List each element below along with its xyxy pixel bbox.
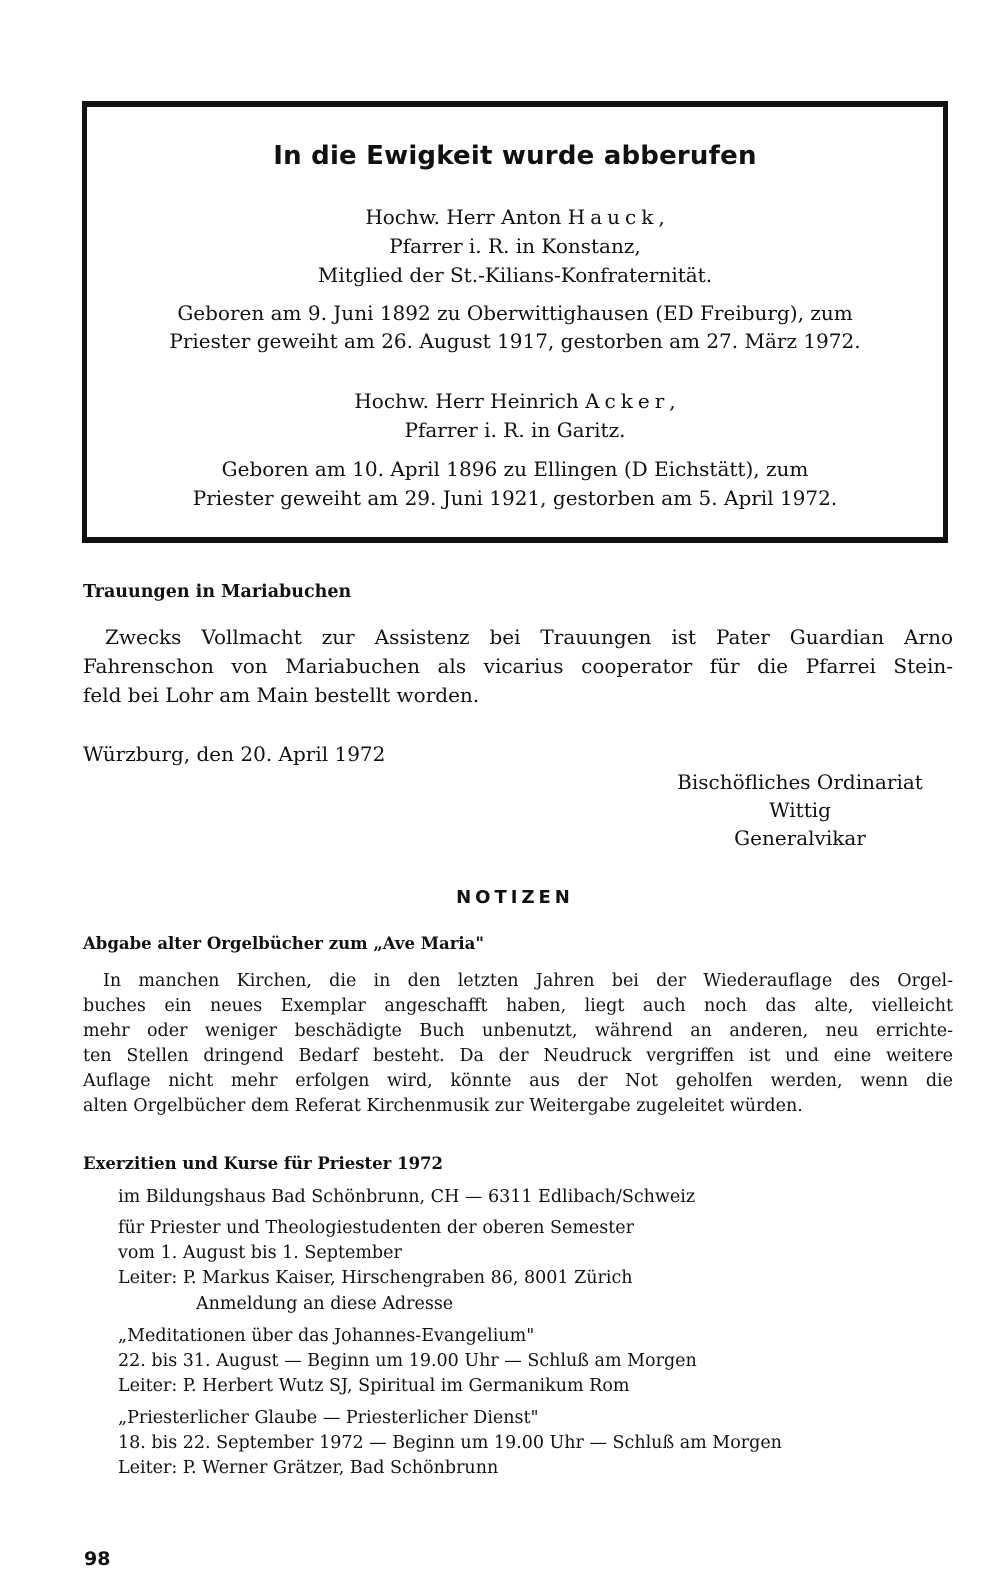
obituary-person1-bio-line2: Priester geweiht am 26. August 1917, gestorben am 27. März 1972.: [169, 329, 861, 353]
trauungen-line-2: Fahrenschon von Mariabuchen als vicarius cooperator für die Pfarrei Stein-: [83, 654, 953, 678]
exerzitien-heading: Exerzitien und Kurse für Priester 1972: [83, 1154, 444, 1173]
obituary-title: In die Ewigkeit wurde abberufen: [273, 141, 757, 171]
obituary-person1-bio-line1: Geboren am 9. Juni 1892 zu Oberwittighausen (ED Freiburg), zum: [177, 301, 853, 325]
person2-surname: Acker: [585, 389, 670, 413]
signature-title: Generalvikar: [734, 826, 866, 850]
signature-office: Bischöfliches Ordinariat: [677, 770, 923, 794]
obituary-person1-membership: Mitglied der St.-Kilians-Konfraternität.: [317, 263, 713, 287]
trauungen-line-3: feld bei Lohr am Main bestellt worden.: [83, 683, 480, 707]
signature-name: Wittig: [769, 798, 831, 822]
person1-surname: Hauck: [567, 205, 659, 229]
obituary-person2-bio-line1: Geboren am 10. April 1896 zu Ellingen (D Eichstätt), zum: [221, 457, 809, 481]
person1-suffix: ,: [658, 205, 665, 229]
obituary-person2-name: [87, 389, 943, 413]
orgel-line-1: In manchen Kirchen, die in den letzten Jahren bei der Wiederauflage des Orgel-: [103, 971, 953, 991]
orgel-line-2: buches ein neues Exemplar angeschafft haben, liegt auch noch das alte, vielleicht: [83, 996, 953, 1016]
obituary-person2-role: Pfarrer i. R. in Garitz.: [404, 418, 626, 442]
course1-leader: P. Markus Kaiser, Hirschengraben 86, 8001 Zürich: [182, 1268, 633, 1288]
course1-leader-label: Leiter:: [118, 1268, 178, 1288]
place-date: Würzburg, den 20. April 1972: [83, 742, 386, 766]
exerzitien-location: im Bildungshaus Bad Schönbrunn, CH — 6311 Edlibach/Schweiz: [118, 1187, 696, 1207]
orgel-line-6: alten Orgelbücher dem Referat Kirchenmusik zur Weitergabe zugeleitet würden.: [83, 1096, 803, 1116]
course2-date: 22. bis 31. August — Beginn um 19.00 Uhr — Schluß am Morgen: [118, 1351, 697, 1371]
obituary-person1-role: Pfarrer i. R. in Konstanz,: [389, 234, 641, 258]
course1-title: für Priester und Theologiestudenten der oberen Semester: [118, 1218, 635, 1238]
course1-date: vom 1. August bis 1. September: [118, 1243, 402, 1263]
person2-suffix: ,: [669, 389, 676, 413]
course2-title: „Meditationen über das Johannes-Evangelium": [118, 1326, 535, 1346]
orgel-line-4: ten Stellen dringend Bedarf besteht. Da der Neudruck vergriffen ist und eine weitere: [83, 1046, 953, 1066]
orgel-heading: Abgabe alter Orgelbücher zum „Ave Maria": [83, 934, 484, 953]
course1-leader-row: [118, 1268, 633, 1288]
course3-date: 18. bis 22. September 1972 — Beginn um 19.00 Uhr — Schluß am Morgen: [118, 1433, 782, 1453]
person2-prefix: Hochw. Herr Heinrich: [354, 389, 579, 413]
page-number: 98: [84, 1548, 111, 1570]
obituary-box: [82, 101, 948, 543]
orgel-line-5: Auflage nicht mehr erfolgen wird, könnte aus der Not geholfen werden, wenn die: [83, 1071, 953, 1091]
notizen-heading: NOTIZEN: [456, 887, 574, 908]
trauungen-line-1: Zwecks Vollmacht zur Assistenz bei Trauungen ist Pater Guardian Arno: [105, 625, 953, 649]
trauungen-heading: Trauungen in Mariabuchen: [83, 582, 352, 602]
person1-prefix: Hochw. Herr Anton: [365, 205, 562, 229]
obituary-person2-bio-line2: Priester geweiht am 29. Juni 1921, gestorben am 5. April 1972.: [192, 486, 838, 510]
course2-leader: Leiter: P. Herbert Wutz SJ, Spiritual im Germanikum Rom: [118, 1376, 630, 1396]
course3-leader: Leiter: P. Werner Grätzer, Bad Schönbrunn: [118, 1458, 499, 1478]
obituary-person1-name: [87, 205, 943, 229]
course1-note: Anmeldung an diese Adresse: [196, 1294, 454, 1314]
orgel-line-3: mehr oder weniger beschädigte Buch unbenutzt, während an anderen, neu errichte-: [83, 1021, 953, 1041]
course3-title: „Priesterlicher Glaube — Priesterlicher Dienst": [118, 1408, 539, 1428]
